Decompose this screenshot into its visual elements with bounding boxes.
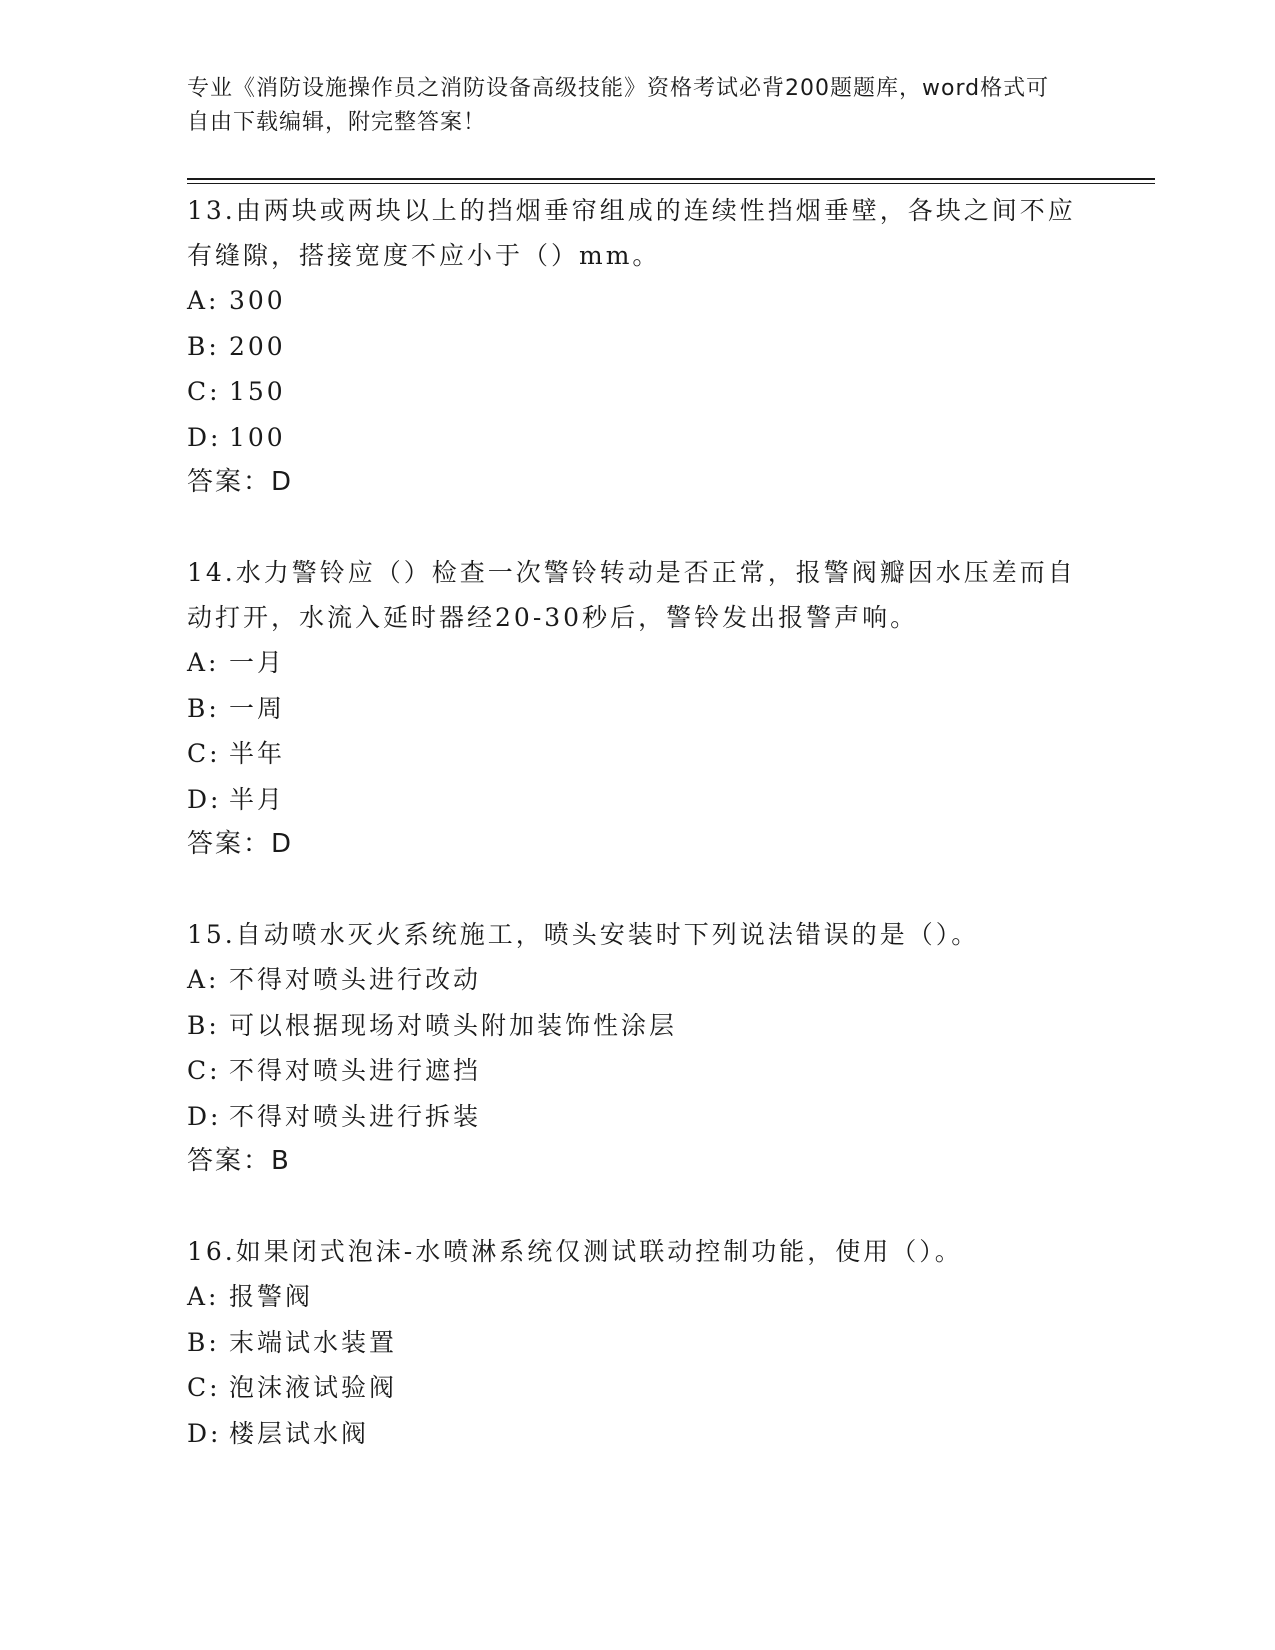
option-key: A:	[187, 286, 220, 315]
option-b	[187, 686, 1087, 732]
option-text: 不得对喷头进行拆装	[229, 1101, 482, 1131]
option-b	[187, 1003, 1087, 1049]
option-key: D:	[187, 422, 222, 452]
question-15	[187, 912, 1087, 1183]
option-key: A:	[187, 1282, 220, 1311]
question-13	[187, 188, 1087, 504]
option-text: 半年	[229, 739, 286, 768]
option-text: 报警阀	[229, 1282, 314, 1311]
option-a	[187, 957, 1087, 1003]
option-d	[187, 1411, 1087, 1457]
option-c	[187, 1048, 1087, 1094]
option-text: 不得对喷头进行遮挡	[229, 1056, 482, 1085]
question-stem: 14.水力警铃应（）检查一次警铃转动是否正常，报警阀瓣因水压差而自动打开，水流入延时器经20-30秒后，警铃发出报警声响。	[187, 558, 1076, 632]
answer-line: 答案：B	[187, 1146, 291, 1176]
option-text: 300	[229, 286, 286, 315]
option-key: B:	[187, 331, 220, 361]
option-text: 一月	[229, 648, 286, 677]
option-text: 可以根据现场对喷头附加装饰性涂层	[229, 1010, 678, 1040]
option-key: A:	[187, 965, 220, 994]
question-stem: 13.由两块或两块以上的挡烟垂帘组成的连续性挡烟垂壁，各块之间不应有缝隙，搭接宽度不应小于（）mm。	[187, 196, 1076, 270]
header-divider-thick	[187, 178, 1155, 180]
option-key: D:	[187, 1418, 222, 1448]
option-a	[187, 278, 1087, 324]
question-stem: 16.如果闭式泡沫-水喷淋系统仅测试联动控制功能，使用（）。	[187, 1237, 963, 1266]
option-text: 泡沫液试验阀	[229, 1373, 398, 1402]
option-a	[187, 1274, 1087, 1320]
option-text: 不得对喷头进行改动	[229, 965, 482, 994]
answer-line: 答案：D	[187, 467, 294, 497]
option-text: 楼层试水阀	[229, 1418, 370, 1448]
option-c	[187, 731, 1087, 777]
option-text: 150	[229, 377, 286, 406]
header-divider-thin	[187, 183, 1155, 184]
option-key: D:	[187, 1101, 222, 1131]
option-text: 半月	[229, 784, 286, 814]
option-d	[187, 415, 1087, 461]
option-key: C:	[187, 377, 221, 406]
option-d	[187, 1094, 1087, 1140]
question-stem: 15.自动喷水灭火系统施工，喷头安装时下列说法错误的是（）。	[187, 920, 980, 949]
answer-line: 答案：D	[187, 829, 294, 859]
option-text: 一周	[229, 693, 286, 723]
option-key: D:	[187, 784, 222, 814]
question-16	[187, 1229, 1087, 1456]
option-c	[187, 1365, 1087, 1411]
option-key: B:	[187, 1010, 220, 1040]
option-c	[187, 369, 1087, 415]
option-text: 200	[229, 331, 286, 361]
option-b	[187, 324, 1087, 370]
option-key: C:	[187, 1056, 221, 1085]
option-d	[187, 777, 1087, 823]
option-a	[187, 640, 1087, 686]
option-key: C:	[187, 739, 221, 768]
option-key: B:	[187, 693, 220, 723]
option-b	[187, 1320, 1087, 1366]
option-key: A:	[187, 648, 220, 677]
option-key: B:	[187, 1327, 220, 1357]
option-text: 100	[229, 422, 286, 452]
question-14	[187, 550, 1087, 866]
option-key: C:	[187, 1373, 221, 1402]
question-list	[187, 188, 1087, 1502]
document-header: 专业《消防设施操作员之消防设备高级技能》资格考试必背200题题库，word格式可自由下载编辑，附完整答案！	[187, 76, 1050, 135]
option-text: 末端试水装置	[229, 1327, 398, 1357]
